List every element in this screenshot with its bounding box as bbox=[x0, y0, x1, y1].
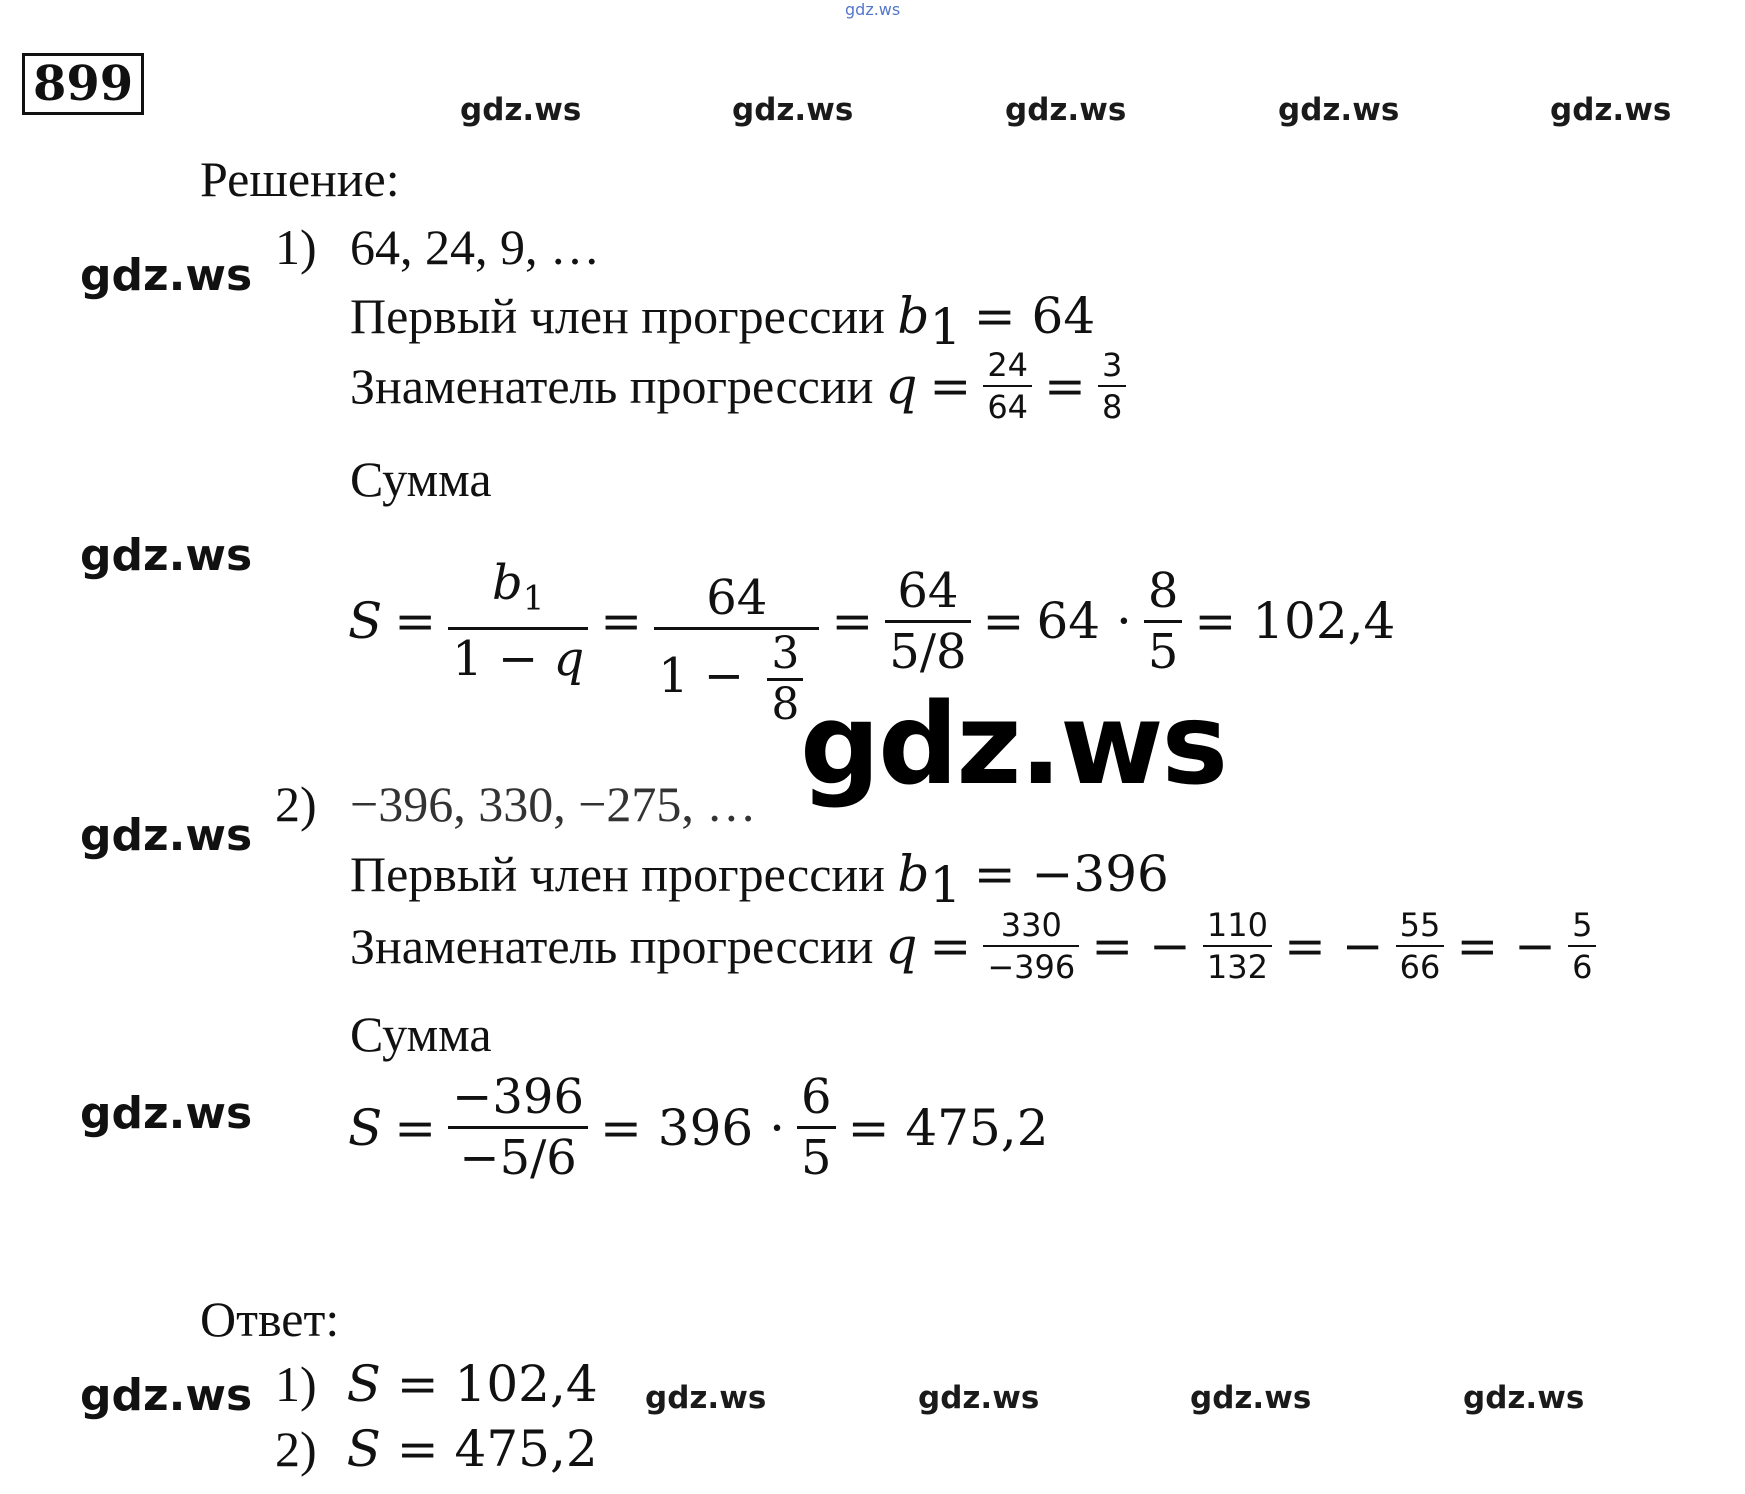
answer-1-value: = 102,4 bbox=[396, 1355, 598, 1413]
sum-var: S bbox=[348, 1098, 383, 1157]
part1-ratio bbox=[350, 345, 1138, 427]
part1-label: 1) bbox=[275, 219, 317, 275]
answer-2-value: = 475,2 bbox=[396, 1420, 598, 1478]
b1-var: b bbox=[491, 554, 523, 611]
eq-sign: = bbox=[929, 917, 972, 975]
eq-sign: = bbox=[600, 592, 643, 650]
part2-first-term bbox=[350, 845, 1169, 914]
part2-label: 2) bbox=[275, 776, 317, 832]
den-one: 1 − bbox=[452, 631, 554, 688]
watermark: gdz.ws bbox=[1550, 92, 1672, 128]
watermark: gdz.ws bbox=[918, 1380, 1040, 1416]
watermark: gdz.ws bbox=[80, 1370, 253, 1421]
eq-sign: = bbox=[394, 592, 437, 650]
b1-sub: 1 bbox=[522, 578, 545, 619]
frac-den: 5 bbox=[801, 1130, 832, 1186]
frac-den: 66 bbox=[1399, 948, 1441, 986]
frac-num: 55 bbox=[1399, 906, 1441, 944]
eq-sign: = bbox=[982, 592, 1025, 650]
answer-2-var: S bbox=[346, 1420, 381, 1478]
first-term-value: = −396 bbox=[973, 845, 1169, 903]
frac-num: 6 bbox=[801, 1069, 832, 1125]
frac-den bbox=[654, 630, 819, 729]
b1-sub: 1 bbox=[929, 856, 962, 914]
part1-sum-label: Сумма bbox=[350, 451, 492, 507]
part2-sum-label: Сумма bbox=[350, 1006, 492, 1062]
answer-2-label: 2) bbox=[275, 1421, 317, 1477]
frac-den: 132 bbox=[1206, 948, 1268, 986]
part2-ratio bbox=[350, 905, 1608, 987]
minus-eq: = − bbox=[1091, 917, 1191, 975]
watermark: gdz.ws bbox=[1190, 1380, 1312, 1416]
ratio-text: Знаменатель прогрессии bbox=[350, 918, 874, 974]
fraction bbox=[767, 630, 803, 729]
frac-num: 3 bbox=[771, 628, 800, 679]
fraction bbox=[797, 1068, 836, 1187]
frac-den: 8 bbox=[1101, 388, 1123, 426]
frac-num: 5 bbox=[1572, 906, 1593, 944]
part1-sequence: 64, 24, 9, … bbox=[350, 219, 600, 275]
frac-den: 64 bbox=[987, 388, 1029, 426]
q-var: q bbox=[885, 917, 918, 975]
watermark: gdz.ws bbox=[80, 530, 253, 581]
q-var: q bbox=[553, 631, 585, 688]
watermark: gdz.ws bbox=[80, 1088, 253, 1139]
sum-var: S bbox=[348, 592, 383, 650]
first-term-value: = 64 bbox=[973, 287, 1096, 345]
part2-sequence: −396, 330, −275, … bbox=[350, 776, 757, 832]
frac-den bbox=[448, 630, 588, 688]
watermark: gdz.ws bbox=[80, 250, 253, 301]
result: = 475,2 bbox=[847, 1098, 1049, 1157]
fraction bbox=[983, 345, 1032, 427]
frac-num: 24 bbox=[987, 346, 1029, 384]
fraction bbox=[448, 554, 588, 689]
fraction bbox=[654, 569, 819, 729]
answer-1-label: 1) bbox=[275, 1356, 317, 1412]
b1-var: b bbox=[897, 845, 930, 903]
watermark: gdz.ws bbox=[1005, 92, 1127, 128]
frac-num: 8 bbox=[1147, 562, 1179, 619]
frac-num: 64 bbox=[897, 562, 959, 619]
frac-num: 330 bbox=[1000, 906, 1062, 944]
frac-num: 110 bbox=[1206, 906, 1268, 944]
watermark: gdz.ws bbox=[1278, 92, 1400, 128]
ratio-text: Знаменатель прогрессии bbox=[350, 358, 874, 414]
watermark-top: gdz.ws bbox=[845, 0, 901, 19]
frac-num: 3 bbox=[1101, 346, 1123, 384]
fraction bbox=[885, 562, 970, 681]
fraction bbox=[1203, 905, 1272, 987]
fraction bbox=[1396, 905, 1445, 987]
fraction bbox=[1098, 345, 1126, 427]
watermark: gdz.ws bbox=[732, 92, 854, 128]
watermark-big: gdz.ws bbox=[800, 680, 1227, 810]
mult-part: 64 · bbox=[1036, 592, 1132, 650]
b1-sub: 1 bbox=[929, 298, 962, 356]
minus-eq: = − bbox=[1456, 917, 1557, 975]
answer-2 bbox=[275, 1420, 598, 1478]
answer-1 bbox=[275, 1355, 598, 1413]
task-number: 899 bbox=[22, 53, 144, 115]
frac-num: 64 bbox=[706, 570, 768, 626]
fraction bbox=[1144, 562, 1183, 681]
solution-label: Решение: bbox=[200, 151, 400, 207]
result: = 102,4 bbox=[1194, 592, 1396, 650]
part2-sum-formula bbox=[348, 1068, 1061, 1187]
frac-den: 8 bbox=[771, 679, 800, 730]
first-term-text: Первый член прогрессии bbox=[350, 288, 885, 344]
eq-sign: = bbox=[1044, 357, 1086, 415]
fraction bbox=[983, 905, 1079, 987]
b1-var: b bbox=[897, 287, 930, 345]
frac-den: 5 bbox=[1147, 623, 1179, 680]
first-term-text: Первый член прогрессии bbox=[350, 846, 885, 902]
watermark: gdz.ws bbox=[460, 92, 582, 128]
frac-den: −5/6 bbox=[459, 1130, 577, 1186]
frac-den: −396 bbox=[987, 948, 1076, 986]
frac-den: 6 bbox=[1572, 948, 1593, 986]
frac-den: 5/8 bbox=[889, 623, 967, 680]
den-prefix: 1 − bbox=[658, 648, 745, 704]
mult-part: = 396 · bbox=[600, 1098, 786, 1157]
watermark: gdz.ws bbox=[80, 810, 253, 861]
answer-label: Ответ: bbox=[200, 1291, 340, 1347]
frac-num bbox=[448, 554, 588, 628]
watermark: gdz.ws bbox=[645, 1380, 767, 1416]
q-var: q bbox=[885, 357, 918, 415]
minus-eq: = − bbox=[1283, 917, 1384, 975]
eq-sign: = bbox=[831, 592, 874, 650]
eq-sign: = bbox=[394, 1098, 437, 1157]
eq-sign: = bbox=[929, 357, 972, 415]
frac-num: −396 bbox=[452, 1069, 585, 1125]
answer-1-var: S bbox=[346, 1355, 381, 1413]
fraction bbox=[1568, 905, 1596, 987]
watermark: gdz.ws bbox=[1463, 1380, 1585, 1416]
fraction bbox=[448, 1068, 588, 1187]
